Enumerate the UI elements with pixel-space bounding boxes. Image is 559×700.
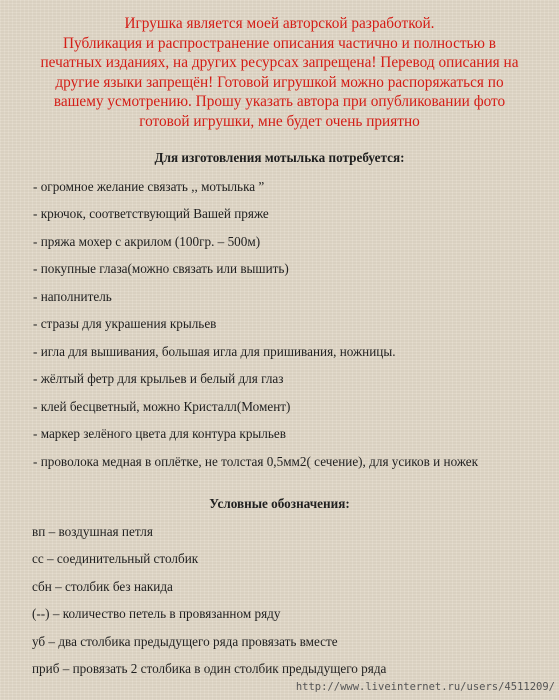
notice-line: готовой игрушки, мне будет очень приятно [139, 112, 420, 130]
legend-item: уб – два столбика предыдущего ряда провязать вместе [32, 634, 338, 649]
notice-line: печатных изданиях, на других ресурсах запрещена! Перевод описания на [40, 54, 519, 72]
materials-item: - стразы для украшения крыльев [33, 316, 217, 331]
legend-item: сбн – столбик без накида [32, 579, 173, 594]
notice-line: Игрушка является моей авторской разработкой. [124, 15, 435, 32]
notice-line: вашему усмотрению. Прошу указать автора при опубликовании фото [53, 93, 506, 111]
copyright-notice [24, 14, 535, 132]
legend-heading: Условные обозначения: [209, 496, 350, 511]
materials-item: - маркер зелёного цвета для контура крыльев [33, 426, 286, 441]
materials-item: - наполнитель [33, 289, 112, 304]
notice-line: Публикация и распространение описания частично и полностью в [62, 34, 497, 52]
legend-item: вп – воздушная петля [32, 524, 153, 539]
materials-item: - пряжа мохер с акрилом (100гр. – 500м) [33, 234, 261, 249]
legend-item: (--) – количество петель в провязанном ряду [32, 606, 281, 621]
watermark-url: http://www.liveinternet.ru/users/4511209/ [295, 681, 555, 693]
materials-item: - покупные глаза(можно связать или вышить) [33, 261, 289, 276]
materials-heading: Для изготовления мотылька потребуется: [154, 150, 405, 165]
legend-item: приб – провязать 2 столбика в один столбик предыдущего ряда [32, 661, 387, 676]
materials-item: - огромное желание связать ,, мотылька ” [33, 179, 265, 194]
materials-item: - клей бесцветный, можно Кристалл(Момент) [33, 399, 291, 414]
materials-item: - игла для вышивания, большая игла для пришивания, ножницы. [33, 344, 396, 359]
materials-item: - проволока медная в оплётке, не толстая 0,5мм2( сечение), для усиков и ножек [33, 454, 479, 469]
materials-item: - жёлтый фетр для крыльев и белый для глаз [33, 371, 284, 386]
notice-line: другие языки запрещён! Готовой игрушкой можно распоряжаться по [55, 73, 504, 91]
legend-item: сс – соединительный столбик [32, 551, 199, 566]
materials-item: - крючок, соответствующий Вашей пряже [33, 206, 269, 221]
